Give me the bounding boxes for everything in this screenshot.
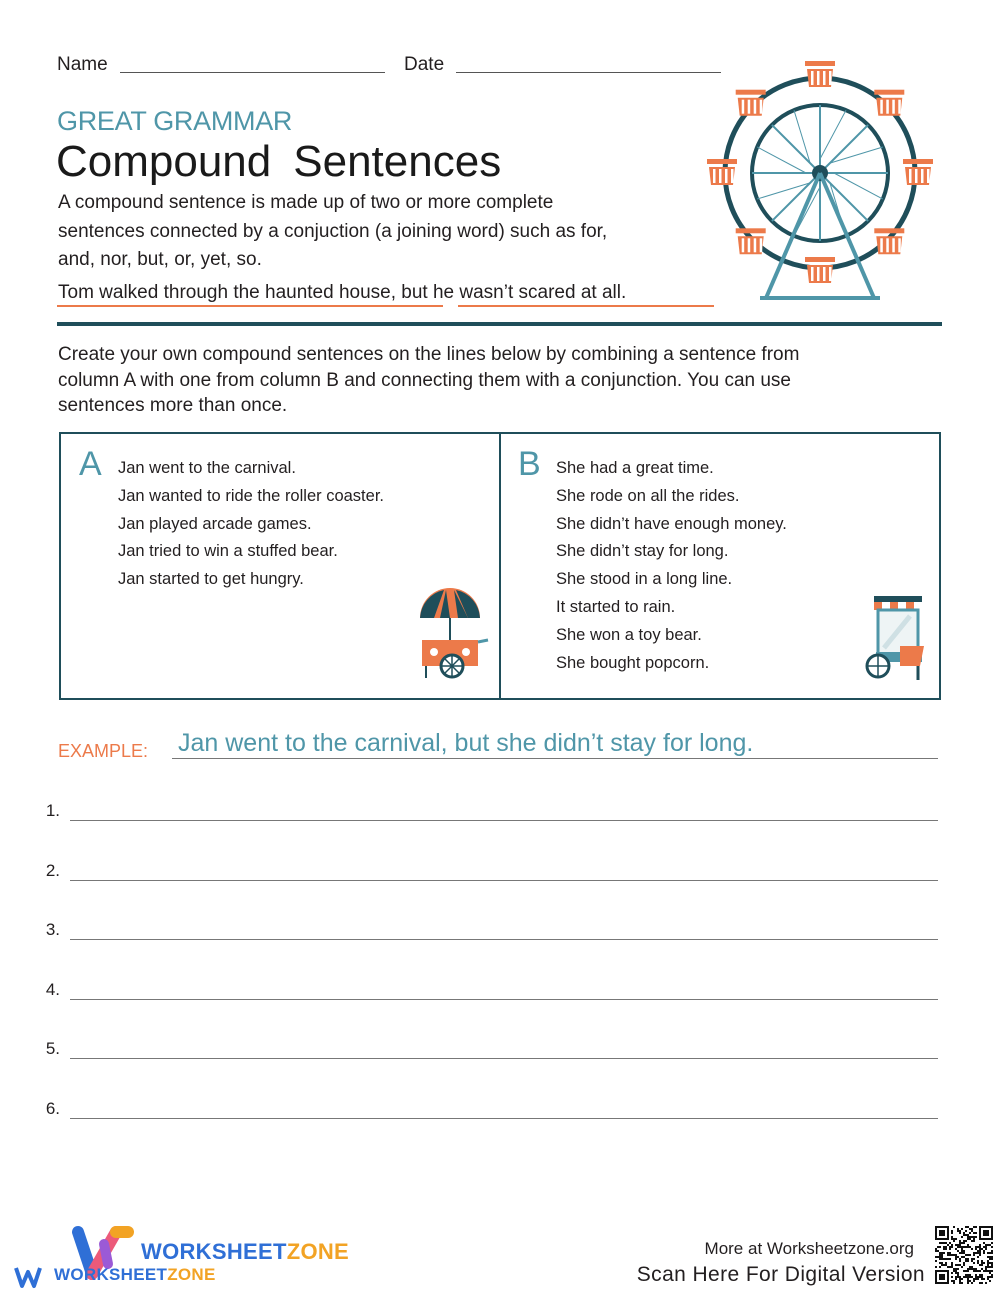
brand-name-small: WORKSHEETZONE bbox=[54, 1265, 216, 1284]
answer-number: 2. bbox=[45, 860, 60, 880]
popcorn-cart-icon bbox=[860, 592, 930, 680]
more-at-link[interactable]: More at Worksheetzone.org bbox=[704, 1239, 914, 1258]
kicker-heading: GREAT GRAMMAR bbox=[57, 106, 293, 136]
column-b-sentence: She bought popcorn. bbox=[556, 653, 710, 672]
section-divider bbox=[57, 322, 942, 326]
answer-number: 4. bbox=[45, 979, 60, 999]
column-a-letter: A bbox=[79, 445, 102, 483]
answer-line[interactable] bbox=[70, 820, 938, 821]
column-b-letter: B bbox=[518, 445, 541, 483]
answer-line[interactable] bbox=[70, 880, 938, 881]
title-word-1: Compound bbox=[56, 137, 272, 186]
column-b-sentence: She won a toy bear. bbox=[556, 625, 702, 644]
answer-line[interactable] bbox=[70, 939, 938, 940]
answer-number: 6. bbox=[45, 1099, 60, 1118]
column-divider bbox=[499, 432, 501, 700]
qr-code-icon[interactable] bbox=[935, 1226, 993, 1284]
column-b-list bbox=[556, 455, 787, 677]
ferris-wheel-icon bbox=[698, 50, 946, 302]
column-b-sentence: She stood in a long line. bbox=[556, 570, 733, 589]
answer-number: 5. bbox=[45, 1039, 60, 1059]
column-a-sentence: Jan started to get hungry. bbox=[118, 570, 304, 589]
column-a-list bbox=[118, 455, 384, 594]
instructions-text: Create your own compound sentences on the lines below by combining a sentence from column A with one from column B and connecting them with a conjunction. You can use sentences more than once. bbox=[58, 344, 800, 416]
date-label: Date bbox=[404, 54, 445, 75]
column-b-sentence: She had a great time. bbox=[556, 459, 714, 477]
model-underline-1 bbox=[57, 305, 443, 307]
name-field[interactable] bbox=[120, 72, 385, 73]
model-sentence: Tom walked through the haunted house, but he wasn’t scared at all. bbox=[58, 282, 627, 303]
column-a-sentence: Jan tried to win a stuffed bear. bbox=[118, 542, 338, 561]
page-title bbox=[56, 137, 501, 187]
description-text: A compound sentence is made up of two or more complete sentences connected by a conjuction (a joining word) such as for, and, nor, but, or, yet, so. bbox=[58, 192, 608, 270]
date-field[interactable] bbox=[456, 72, 721, 73]
column-b-sentence: She rode on all the rides. bbox=[556, 486, 740, 505]
answer-line[interactable] bbox=[70, 999, 938, 1000]
example-answer: Jan went to the carnival, but she didn’t stay for long. bbox=[178, 729, 754, 757]
column-a-sentence: Jan played arcade games. bbox=[118, 514, 312, 533]
column-b-sentence: She didn’t stay for long. bbox=[556, 542, 729, 561]
model-underline-2 bbox=[458, 305, 714, 307]
name-label: Name bbox=[57, 54, 108, 75]
scan-text: Scan Here For Digital Version bbox=[636, 1263, 925, 1286]
column-b-sentence: She didn’t have enough money. bbox=[556, 514, 787, 533]
example-line bbox=[172, 758, 938, 759]
title-word-2: Sentences bbox=[293, 137, 502, 186]
answer-number: 1. bbox=[45, 801, 60, 820]
answer-number: 3. bbox=[45, 920, 60, 940]
brand-name-large: WORKSHEETZONE bbox=[141, 1239, 350, 1264]
example-label: EXAMPLE: bbox=[58, 741, 149, 761]
answer-line[interactable] bbox=[70, 1118, 938, 1119]
umbrella-cart-icon bbox=[412, 584, 492, 682]
answer-line[interactable] bbox=[70, 1058, 938, 1059]
column-a-sentence: Jan went to the carnival. bbox=[118, 459, 296, 477]
column-b-sentence: It started to rain. bbox=[556, 597, 676, 616]
column-a-sentence: Jan wanted to ride the roller coaster. bbox=[118, 486, 384, 505]
